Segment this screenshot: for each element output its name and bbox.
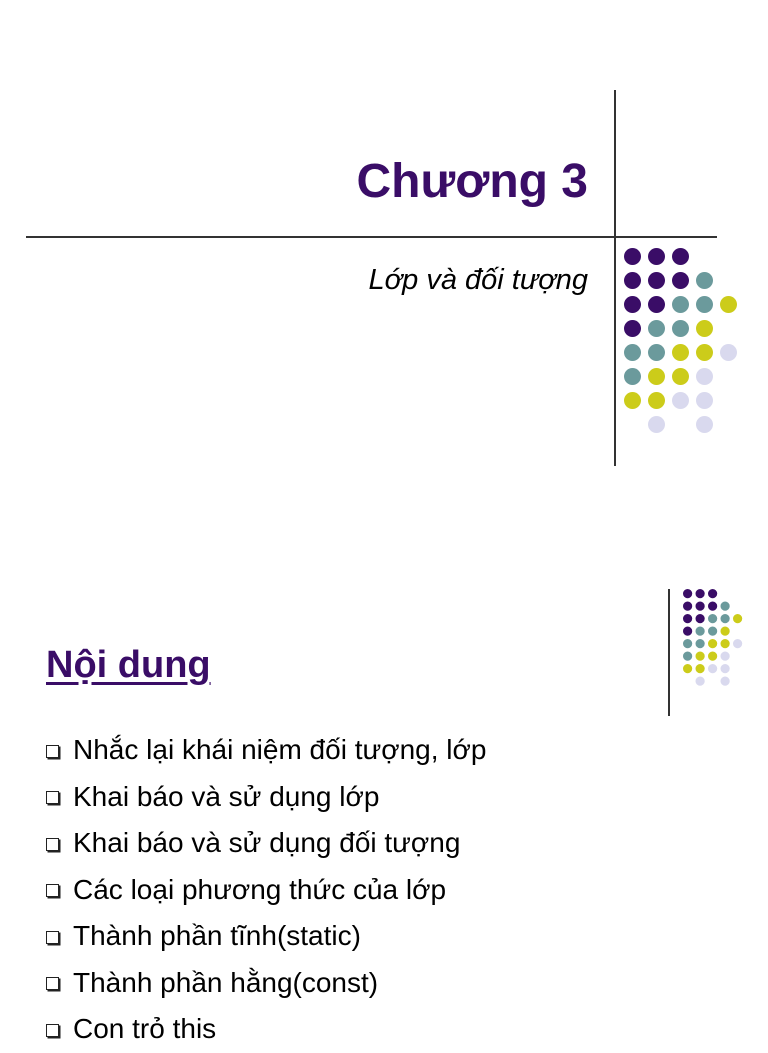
- square-bullet-icon: [46, 791, 59, 804]
- list-item: [46, 960, 486, 1007]
- list-item: [46, 867, 486, 914]
- decorative-dot: [708, 589, 717, 598]
- list-item-label: Khai báo và sử dụng đối tượng: [73, 827, 461, 859]
- decorative-dot: [708, 627, 717, 636]
- contents-list: [46, 727, 486, 1053]
- decorative-dot: [683, 614, 692, 623]
- decorative-dot: [696, 677, 705, 686]
- decorative-dot: [683, 589, 692, 598]
- decorative-dot: [708, 652, 717, 661]
- decorative-dot: [683, 652, 692, 661]
- decorative-dot: [648, 272, 665, 289]
- list-item: [46, 774, 486, 821]
- list-item-label: Nhắc lại khái niệm đối tượng, lớp: [73, 734, 487, 766]
- decorative-dot: [624, 320, 641, 337]
- decorative-dot: [648, 368, 665, 385]
- decorative-dot: [696, 368, 713, 385]
- dot-grid-decoration: [683, 589, 755, 699]
- decorative-dot: [672, 368, 689, 385]
- decorative-dot: [696, 392, 713, 409]
- decorative-dot: [721, 677, 730, 686]
- list-item: [46, 913, 486, 960]
- decorative-dot: [648, 296, 665, 313]
- title-slide: [0, 0, 768, 505]
- decorative-dot: [624, 368, 641, 385]
- decorative-dot: [648, 416, 665, 433]
- list-item-label: Con trỏ this: [73, 1013, 217, 1045]
- decorative-dot: [683, 664, 692, 673]
- decorative-dot: [683, 627, 692, 636]
- list-item: [46, 727, 486, 774]
- decorative-dot: [672, 344, 689, 361]
- decorative-dot: [624, 392, 641, 409]
- decorative-dot: [648, 344, 665, 361]
- decorative-dot: [721, 614, 730, 623]
- square-bullet-icon: [46, 931, 59, 944]
- list-item-label: Thành phần tĩnh(static): [73, 920, 361, 952]
- vertical-divider: [614, 90, 616, 466]
- list-item-label: Các loại phương thức của lớp: [73, 873, 447, 905]
- decorative-dot: [696, 639, 705, 648]
- decorative-dot: [672, 296, 689, 313]
- decorative-dot: [696, 614, 705, 623]
- decorative-dot: [696, 652, 705, 661]
- decorative-dot: [708, 614, 717, 623]
- dot-grid-decoration: [624, 248, 748, 440]
- decorative-dot: [624, 248, 641, 265]
- decorative-dot: [683, 639, 692, 648]
- decorative-dot: [648, 320, 665, 337]
- decorative-dot: [672, 392, 689, 409]
- slide-subtitle: Lớp và đối tượng: [368, 264, 588, 296]
- list-item: [46, 820, 486, 867]
- decorative-dot: [708, 602, 717, 611]
- decorative-dot: [721, 652, 730, 661]
- decorative-dot: [648, 248, 665, 265]
- decorative-dot: [721, 664, 730, 673]
- decorative-dot: [721, 627, 730, 636]
- decorative-dot: [696, 296, 713, 313]
- decorative-dot: [672, 320, 689, 337]
- decorative-dot: [696, 589, 705, 598]
- square-bullet-icon: [46, 1024, 59, 1037]
- decorative-dot: [624, 296, 641, 313]
- list-item-label: Khai báo và sử dụng lớp: [73, 780, 380, 812]
- decorative-dot: [683, 602, 692, 611]
- decorative-dot: [696, 344, 713, 361]
- decorative-dot: [696, 602, 705, 611]
- vertical-divider: [668, 589, 670, 716]
- decorative-dot: [696, 416, 713, 433]
- contents-heading: Nội dung: [46, 644, 211, 686]
- decorative-dot: [721, 639, 730, 648]
- square-bullet-icon: [46, 745, 59, 758]
- decorative-dot: [708, 664, 717, 673]
- decorative-dot: [624, 344, 641, 361]
- decorative-dot: [648, 392, 665, 409]
- list-item: [46, 1006, 486, 1053]
- list-item-label: Thành phần hằng(const): [73, 966, 379, 998]
- decorative-dot: [624, 272, 641, 289]
- decorative-dot: [696, 320, 713, 337]
- square-bullet-icon: [46, 838, 59, 851]
- decorative-dot: [672, 272, 689, 289]
- square-bullet-icon: [46, 884, 59, 897]
- slide-title: Chương 3: [356, 155, 588, 208]
- square-bullet-icon: [46, 977, 59, 990]
- decorative-dot: [672, 248, 689, 265]
- decorative-dot: [696, 664, 705, 673]
- decorative-dot: [708, 639, 717, 648]
- decorative-dot: [696, 272, 713, 289]
- decorative-dot: [721, 602, 730, 611]
- decorative-dot: [720, 296, 737, 313]
- decorative-dot: [733, 639, 742, 648]
- decorative-dot: [696, 627, 705, 636]
- decorative-dot: [733, 614, 742, 623]
- decorative-dot: [720, 344, 737, 361]
- contents-slide: [0, 505, 768, 1045]
